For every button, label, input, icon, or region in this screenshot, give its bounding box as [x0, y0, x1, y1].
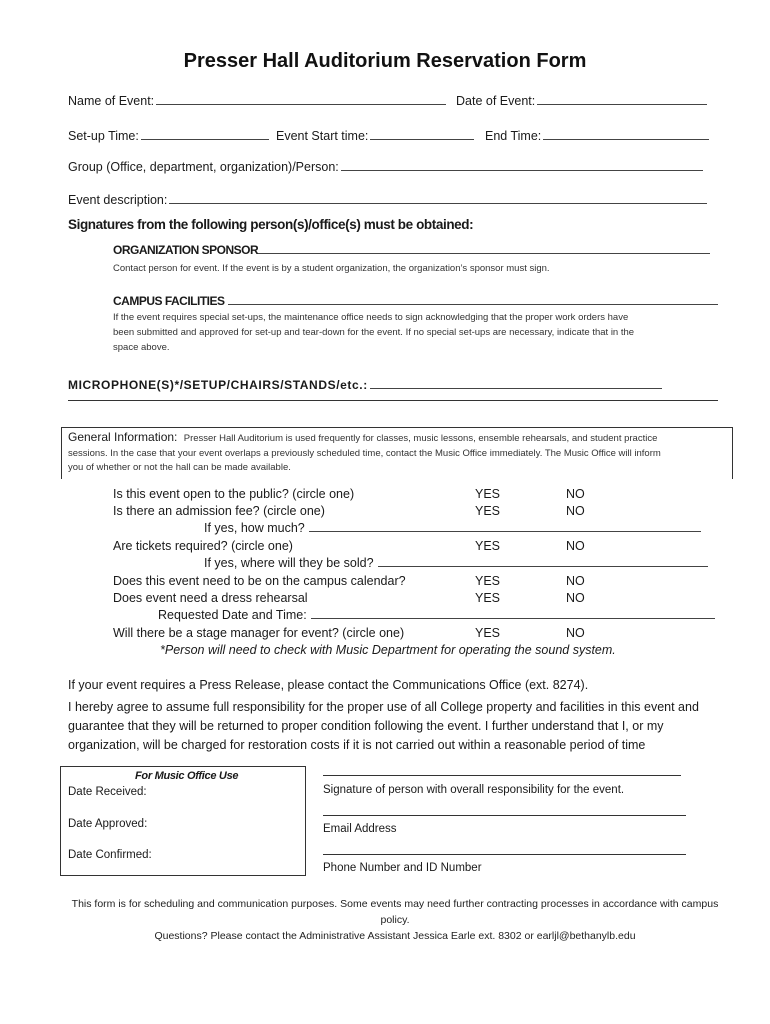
- microphone-extra-line[interactable]: [68, 400, 718, 401]
- date-approved-label: Date Approved:: [68, 818, 148, 830]
- date-confirmed-label: Date Confirmed:: [68, 849, 152, 861]
- tickets-location-field[interactable]: [204, 556, 708, 570]
- question-stage-manager-yes[interactable]: YES: [475, 626, 501, 640]
- campus-facilities-note-2: been submitted and approved for set-up and tear-down for the event. If no special set-ups are necessary, indicate that in the: [113, 327, 635, 338]
- end-time-field[interactable]: [485, 129, 709, 143]
- signatures-heading: Signatures from the following person(s)/office(s) must be obtained:: [68, 217, 474, 232]
- signature-line[interactable]: [323, 775, 681, 776]
- question-stage-manager: Will there be a stage manager for event? (circle one): [113, 626, 405, 640]
- campus-facilities-label: CAMPUS FACILITIES: [113, 294, 225, 308]
- name-of-event-field[interactable]: [68, 94, 446, 108]
- question-public-no[interactable]: NO: [566, 487, 585, 501]
- general-info-text-2: sessions. In the case that your event overlaps a previously scheduled time, contact the Music Office immediately. The Music Office will inform: [68, 448, 661, 459]
- music-office-heading: For Music Office Use: [135, 770, 239, 782]
- question-campus-calendar-yes[interactable]: YES: [475, 574, 501, 588]
- microphone-setup-field[interactable]: [68, 378, 662, 392]
- event-start-time-field[interactable]: [276, 129, 474, 143]
- microphone-setup-label: MICROPHONE(S)*/SETUP/CHAIRS/STANDS/etc.:: [68, 378, 368, 392]
- email-label: Email Address: [323, 823, 397, 835]
- question-dress-rehearsal: Does event need a dress rehearsal: [113, 591, 308, 605]
- group-field[interactable]: [68, 160, 703, 174]
- campus-facilities-field[interactable]: [113, 294, 718, 308]
- event-description-label: Event description:: [68, 193, 168, 207]
- admission-amount-label: If yes, how much?: [204, 521, 305, 535]
- end-time-label: End Time:: [485, 129, 542, 143]
- event-start-time-label: Event Start time:: [276, 129, 369, 143]
- question-public-yes[interactable]: YES: [475, 487, 501, 501]
- general-info-text-3: you of whether or not the hall can be made available.: [68, 462, 291, 473]
- phone-label: Phone Number and ID Number: [323, 862, 482, 874]
- signature-label: Signature of person with overall responsibility for the event.: [323, 784, 625, 796]
- question-public: Is this event open to the public? (circle one): [113, 487, 355, 501]
- date-of-event-field[interactable]: [456, 94, 707, 108]
- email-line[interactable]: [323, 815, 686, 816]
- agreement-text: I hereby agree to assume full responsibility for the proper use of all College property and facilities in this event and guarantee that they will be returned to proper condition following the event. I further understand that I, or my organization, will be charged for restoration costs if it is not carried out within a reasonable period of time: [68, 700, 699, 752]
- rehearsal-date-time-field[interactable]: [158, 608, 715, 622]
- setup-time-label: Set-up Time:: [68, 129, 139, 143]
- question-tickets-yes[interactable]: YES: [475, 539, 501, 553]
- sound-system-note: *Person will need to check with Music Department for operating the sound system.: [160, 643, 616, 657]
- organization-sponsor-note: Contact person for event. If the event is by a student organization, the organization’s sponsor must sign.: [113, 263, 550, 274]
- general-info-label: General Information:: [68, 430, 178, 444]
- footer-contact: Questions? Please contact the Administrative Assistant Jessica Earle ext. 8302 or earljl@bethanylb.edu: [154, 930, 636, 942]
- question-dress-rehearsal-yes[interactable]: YES: [475, 591, 501, 605]
- group-label: Group (Office, department, organization)/Person:: [68, 160, 339, 174]
- footer-policy-note: This form is for scheduling and communication purposes. Some events may need further contracting processes in accordance with campus policy.: [71, 898, 719, 926]
- question-tickets: Are tickets required? (circle one): [113, 539, 293, 553]
- rehearsal-date-time-label: Requested Date and Time:: [158, 608, 307, 622]
- tickets-location-label: If yes, where will they be sold?: [204, 556, 374, 570]
- question-tickets-no[interactable]: NO: [566, 539, 585, 553]
- form-title: Presser Hall Auditorium Reservation Form: [183, 50, 587, 72]
- question-admission-fee-no[interactable]: NO: [566, 504, 585, 518]
- general-info-line-1: [68, 430, 657, 444]
- question-stage-manager-no[interactable]: NO: [566, 626, 585, 640]
- campus-facilities-note-3: space above.: [113, 342, 170, 353]
- admission-amount-field[interactable]: [204, 521, 701, 535]
- organization-sponsor-field[interactable]: [113, 243, 710, 257]
- organization-sponsor-label: ORGANIZATION SPONSOR: [113, 243, 259, 257]
- phone-line[interactable]: [323, 854, 686, 855]
- press-release-note: If your event requires a Press Release, please contact the Communications Office (ext. 8274).: [68, 678, 589, 692]
- question-admission-fee: Is there an admission fee? (circle one): [113, 504, 325, 518]
- setup-time-field[interactable]: [68, 129, 269, 143]
- date-of-event-label: Date of Event:: [456, 94, 536, 108]
- campus-facilities-note-1: If the event requires special set-ups, the maintenance office needs to sign acknowledging that the proper work orders have: [113, 312, 629, 323]
- question-campus-calendar-no[interactable]: NO: [566, 574, 585, 588]
- question-admission-fee-yes[interactable]: YES: [475, 504, 501, 518]
- general-info-text-1: Presser Hall Auditorium is used frequently for classes, music lessons, ensemble rehearsals, and student practice: [183, 433, 658, 444]
- event-description-field[interactable]: [68, 193, 707, 207]
- question-campus-calendar: Does this event need to be on the campus calendar?: [113, 574, 406, 588]
- date-received-label: Date Received:: [68, 786, 147, 798]
- question-dress-rehearsal-no[interactable]: NO: [566, 591, 585, 605]
- name-of-event-label: Name of Event:: [68, 94, 155, 108]
